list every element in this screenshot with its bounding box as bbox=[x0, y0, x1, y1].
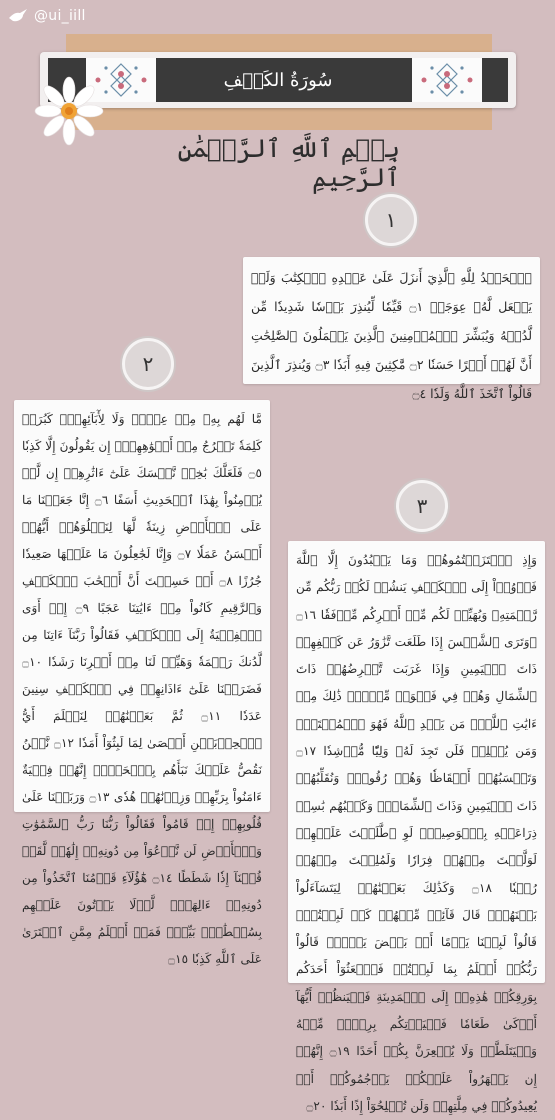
verse-text: وَإِذِ ٱعۡتَزَلۡتُمُوهُمۡ وَمَا يَعۡبُدُونَ إِلَّا ٱللَّهَ فَأۡوُۥٓاْ إِلَى ٱلۡكَهۡفِ يَنشُرۡ لَكُمۡ رَبُّكُم مِّن رَّحۡمَتِهِۦ وَيُهَيِّئۡ لَكُم مِّنۡ أَمۡرِكُم مِّرۡفَقٗا ۝١٦ ۞وَتَرَى ٱلشَّمۡسَ إِذَا طَلَعَت تَّزَٰوَرُ عَن كَهۡفِهِمۡ ذَاتَ ٱلۡيَمِينِ وَإِذَا غَرَبَت تَّقۡرِضُهُمۡ ذَاتَ ٱلشِّمَالِ وَهُمۡ فِي فَجۡوَةٖ مِّنۡهُۚ ذَٰلِكَ مِنۡ ءَايَٰتِ ٱللَّهِۗ مَن يَهۡدِ ٱللَّهُ فَهُوَ ٱلۡمُهۡتَدِۖ وَمَن يُضۡلِلۡ فَلَن تَجِدَ لَهُۥ وَلِيّٗا مُّرۡشِدٗا ۝١٧ وَتَحۡسَبُهُمۡ أَيۡقَاظٗا وَهُمۡ رُقُودٞۚ وَنُقَلِّبُهُمۡ ذَاتَ ٱلۡيَمِينِ وَذَاتَ ٱلشِّمَالِۖ وَكَلۡبُهُم بَٰسِطٞ ذِرَاعَيۡهِ بِٱلۡوَصِيدِۚ لَوِ ٱطَّلَعۡتَ عَلَيۡهِمۡ لَوَلَّيۡتَ مِنۡهُمۡ فِرَارٗا وَلَمُلِئۡتَ مِنۡهُمۡ رُعۡبٗا ۝١٨ وَكَذَٰلِكَ بَعَثۡنَٰهُمۡ لِيَتَسَآءَلُواْ بَيۡنَهُمۡۚ قَالَ قَآئِلٞ مِّنۡهُمۡ كَمۡ لَبِثۡتُمۡۖ قَالُواْ لَبِثۡنَا يَوۡمًا أَوۡ بَعۡضَ يَوۡمٖۚ قَالُواْ رَبُّكُمۡ أَعۡلَمُ بِمَا لَبِثۡتُمۡ فَٱبۡعَثُوٓاْ أَحَدَكُم بِوَرِقِكُمۡ هَٰذِهِۦٓ إِلَى ٱلۡمَدِينَةِ فَلۡيَنظُرۡ أَيُّهَآ أَزۡكَىٰ طَعَامٗا فَلۡيَأۡتِكُم بِرِزۡقٖ مِّنۡهُ وَلۡيَتَلَطَّفۡ وَلَا يُشۡعِرَنَّ بِكُمۡ أَحَدًا ۝١٩ إِنَّهُمۡ إِن يَظۡهَرُواْ عَلَيۡكُمۡ يَرۡجُمُوكُمۡ أَوۡ يُعِيدُوكُمۡ فِي مِلَّتِهِمۡ وَلَن تُفۡلِحُوٓاْ إِذًا أَبَدٗا ۝٢٠ bbox=[296, 553, 538, 1113]
number-badge-3: ٣ bbox=[396, 480, 448, 532]
watermark-handle: @ui_iill bbox=[34, 8, 86, 24]
verse-card-3 bbox=[288, 541, 545, 1113]
surah-title: سُورَةُ الكَهۡفِ bbox=[223, 69, 333, 91]
number-badge-1: ١ bbox=[365, 194, 417, 246]
number-badge-2: ٢ bbox=[122, 338, 174, 390]
watermark bbox=[8, 8, 86, 24]
daisy-icon bbox=[34, 76, 104, 146]
verse-text: ٱلۡحَمۡدُ لِلَّهِ ٱلَّذِيٓ أَنزَلَ عَلَىٰ عَبۡدِهِ ٱلۡكِتَٰبَ وَلَمۡ يَجۡعَل لَّهُۥ عِوَجَاۜ ۝١ قَيِّمٗا لِّيُنذِرَ بَأۡسٗا شَدِيدٗا مِّن لَّدُنۡهُ وَيُبَشِّرَ ٱلۡمُؤۡمِنِينَ ٱلَّذِينَ يَعۡمَلُونَ ٱلصَّٰلِحَٰتِ أَنَّ لَهُمۡ أَجۡرًا حَسَنٗا ۝٢ مَّٰكِثِينَ فِيهِ أَبَدٗا ۝٣ وَيُنذِرَ ٱلَّذِينَ قَالُواْ ٱتَّخَذَ ٱللَّهُ وَلَدٗا ۝٤ bbox=[251, 270, 532, 401]
bird-icon bbox=[8, 8, 28, 24]
basmala: بِسۡمِ ٱللَّهِ ٱلرَّحۡمَٰنِ ٱلرَّحِيمِ bbox=[177, 134, 400, 192]
ornament-right bbox=[412, 58, 482, 102]
verse-text: مَّا لَهُم بِهِۦ مِنۡ عِلۡمٖ وَلَا لِأٓبَآئِهِمۡۚ كَبُرَتۡ كَلِمَةٗ تَخۡرُجُ مِنۡ أَفۡوَٰهِهِمۡۚ إِن يَقُولُونَ إِلَّا كَذِبٗا ۝٥ فَلَعَلَّكَ بَٰخِعٞ نَّفۡسَكَ عَلَىٰٓ ءَاثَٰرِهِمۡ إِن لَّمۡ يُؤۡمِنُواْ بِهَٰذَا ٱلۡحَدِيثِ أَسَفًا ۝٦ إِنَّا جَعَلۡنَا مَا عَلَى ٱلۡأَرۡضِ زِينَةٗ لَّهَا لِنَبۡلُوَهُمۡ أَيُّهُمۡ أَحۡسَنُ عَمَلٗا ۝٧ وَإِنَّا لَجَٰعِلُونَ مَا عَلَيۡهَا صَعِيدٗا جُرُزًا ۝٨ أَمۡ حَسِبۡتَ أَنَّ أَصۡحَٰبَ ٱلۡكَهۡفِ وَٱلرَّقِيمِ كَانُواْ مِنۡ ءَايَٰتِنَا عَجَبًا ۝٩ إِذۡ أَوَى ٱلۡفِتۡيَةُ إِلَى ٱلۡكَهۡفِ فَقَالُواْ رَبَّنَآ ءَاتِنَا مِن لَّدُنكَ رَحۡمَةٗ وَهَيِّئۡ لَنَا مِنۡ أَمۡرِنَا رَشَدٗا ۝١٠ فَضَرَبۡنَا عَلَىٰٓ ءَاذَانِهِمۡ فِي ٱلۡكَهۡفِ سِنِينَ عَدَدٗا ۝١١ ثُمَّ بَعَثۡنَٰهُمۡ لِنَعۡلَمَ أَيُّ ٱلۡحِزۡبَيۡنِ أَحۡصَىٰ لِمَا لَبِثُوٓاْ أَمَدٗا ۝١٢ نَّحۡنُ نَقُصُّ عَلَيۡكَ نَبَأَهُم بِٱلۡحَقِّۚ إِنَّهُمۡ فِتۡيَةٌ ءَامَنُواْ بِرَبِّهِمۡ وَزِدۡنَٰهُمۡ هُدٗى ۝١٣ وَرَبَطۡنَا عَلَىٰ قُلُوبِهِمۡ إِذۡ قَامُواْ فَقَالُواْ رَبُّنَا رَبُّ ٱلسَّمَٰوَٰتِ وَٱلۡأَرۡضِ لَن نَّدۡعُوَاْ مِن دُونِهِۦٓ إِلَٰهٗاۖ لَّقَدۡ قُلۡنَآ إِذٗا شَطَطًا ۝١٤ هَٰٓؤُلَآءِ قَوۡمُنَا ٱتَّخَذُواْ مِن دُونِهِۦٓ ءَالِهَةٗۖ لَّوۡلَا يَأۡتُونَ عَلَيۡهِم بِسُلۡطَٰنِۭ بَيِّنٖۖ فَمَنۡ أَظۡلَمُ مِمَّنِ ٱفۡتَرَىٰ عَلَى ٱللَّهِ كَذِبٗا ۝١٥ bbox=[22, 412, 263, 966]
verse-card-1 bbox=[243, 257, 540, 401]
verse-card-2 bbox=[14, 400, 270, 966]
